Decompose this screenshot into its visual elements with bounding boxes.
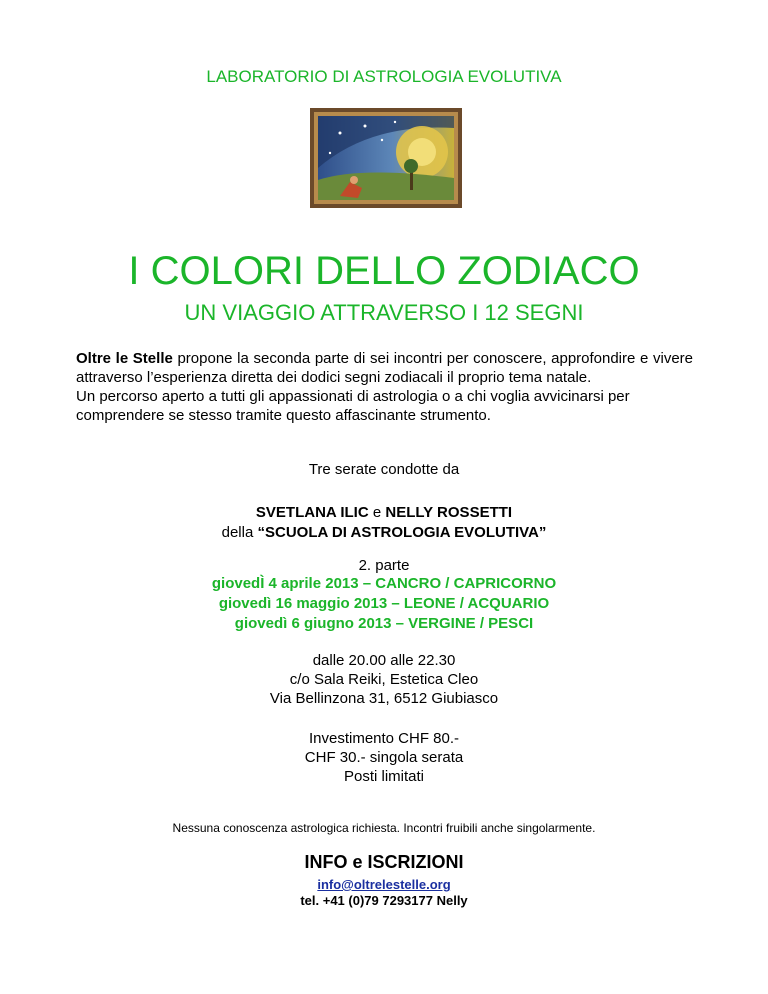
intro-text-1: propone la seconda parte di sei incontri per conoscere, approfondire e vivere attraverso l’esperienza diretta dei dodici segni zodiacali il proprio tema natale. bbox=[76, 350, 693, 386]
org-name: Oltre le Stelle bbox=[76, 350, 173, 367]
venue-address: Via Bellinzona 31, 6512 Giubiasco bbox=[269, 690, 499, 707]
telephone: tel. +41 (0)79 7293177 Nelly bbox=[300, 893, 468, 908]
intro-paragraph-1 bbox=[76, 349, 693, 387]
price-single: CHF 30.- singola serata bbox=[304, 749, 464, 766]
school-name: “SCUOLA DI ASTROLOGIA EVOLUTIVA” bbox=[257, 524, 547, 541]
part-label: 2. parte bbox=[358, 557, 410, 574]
email-link[interactable]: info@oltrelestelle.org bbox=[317, 877, 451, 892]
della-text: della bbox=[221, 524, 258, 541]
info-title: INFO e ISCRIZIONI bbox=[304, 852, 464, 872]
conductor-name-1: SVETLANA ILIC bbox=[255, 504, 369, 521]
intro-paragraph-2: Un percorso aperto a tutti gli appassionati di astrologia o a chi voglia avvicinarsi per comprendere se stesso tramite questo affascinante strumento. bbox=[76, 388, 630, 424]
conductors-names bbox=[0, 503, 768, 522]
subtitle: UN VIAGGIO ATTRAVERSO I 12 SEGNI bbox=[184, 300, 584, 325]
intro-text bbox=[76, 349, 693, 425]
venue-time: dalle 20.00 alle 22.30 bbox=[312, 652, 456, 669]
date-line-1: giovedÌ 4 aprile 2013 – CANCRO / CAPRICORNO bbox=[211, 575, 557, 592]
date-line-2: giovedì 16 maggio 2013 – LEONE / ACQUARIO bbox=[218, 595, 550, 612]
main-title: I COLORI DELLO ZODIACO bbox=[128, 249, 640, 293]
school-line bbox=[0, 523, 768, 542]
date-line-3: giovedì 6 giugno 2013 – VERGINE / PESCI bbox=[234, 615, 534, 632]
note: Nessuna conoscenza astrologica richiesta. Incontri fruibili anche singolarmente. bbox=[172, 821, 596, 835]
header-title: LABORATORIO DI ASTROLOGIA EVOLUTIVA bbox=[206, 67, 562, 86]
venue-place: c/o Sala Reiki, Estetica Cleo bbox=[289, 671, 479, 688]
price-investment: Investimento CHF 80.- bbox=[308, 730, 460, 747]
conjunction: e bbox=[368, 504, 386, 521]
posti-limitati: Posti limitati bbox=[343, 768, 425, 785]
flammarion-engraving-image bbox=[310, 108, 462, 208]
conductor-name-2: NELLY ROSSETTI bbox=[385, 504, 513, 521]
conductors-lead: Tre serate condotte da bbox=[308, 461, 460, 478]
email-line bbox=[0, 876, 768, 894]
